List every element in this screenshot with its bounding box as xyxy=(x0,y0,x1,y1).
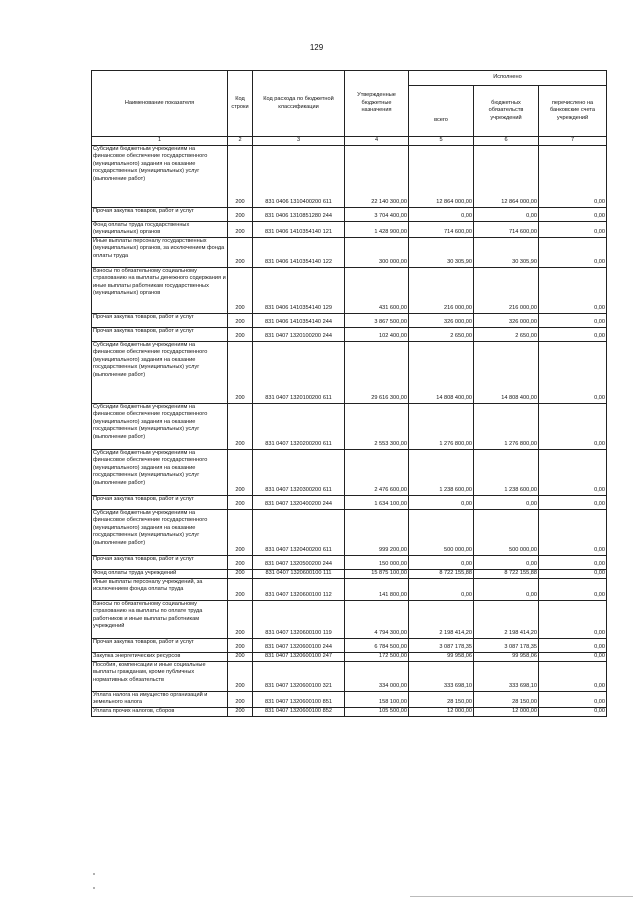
executed-total: 0,00 xyxy=(409,578,474,600)
row-code: 200 xyxy=(228,449,253,495)
indicator-name: Иные выплаты персоналу учреждений, за исключением фонда оплаты труда xyxy=(92,578,228,600)
executed-total: 1 238 600,00 xyxy=(409,449,474,495)
transferred-to-bank: 0,00 xyxy=(539,652,607,661)
header-name: Наименование показателя xyxy=(92,71,228,137)
indicator-name: Фонд оплаты труда государственных (муниципальных) органов xyxy=(92,221,228,237)
executed-total: 12 000,00 xyxy=(409,707,474,716)
transferred-to-bank: 0,00 xyxy=(539,691,607,707)
row-code: 200 xyxy=(228,207,253,221)
executed-obligations: 14 808 400,00 xyxy=(474,341,539,403)
indicator-name: Взносы по обязательному социальному страхованию на выплаты по оплате труда работников и иные выплаты работникам учреждений xyxy=(92,600,228,638)
row-code: 200 xyxy=(228,267,253,313)
executed-total: 333 698,10 xyxy=(409,661,474,691)
row-code: 200 xyxy=(228,600,253,638)
indicator-name: Взносы по обязательному социальному страхованию на выплаты денежного содержания и иные выплаты работникам государственных (муниципальных) органов xyxy=(92,267,228,313)
header-row-code: Код строки xyxy=(228,71,253,137)
transferred-to-bank: 0,00 xyxy=(539,237,607,267)
indicator-name: Прочая закупка товаров, работ и услуг xyxy=(92,207,228,221)
budget-classification-code: 831 0406 1410354140 121 xyxy=(253,221,345,237)
budget-classification-code: 831 0407 1320600100 852 xyxy=(253,707,345,716)
indicator-name: Субсидии бюджетным учреждениям на финансовое обеспечение государственного (муниципального) задания на оказание государственных (муниципальных) услуг (выполнение работ) xyxy=(92,403,228,449)
executed-total: 3 087 178,35 xyxy=(409,638,474,652)
approved-amount: 3 704 400,00 xyxy=(345,207,409,221)
indicator-name: Прочая закупка товаров, работ и услуг xyxy=(92,327,228,341)
indicator-name: Прочая закупка товаров, работ и услуг xyxy=(92,495,228,509)
row-code: 200 xyxy=(228,221,253,237)
budget-classification-code: 831 0407 1320300200 611 xyxy=(253,449,345,495)
approved-amount: 3 867 500,00 xyxy=(345,313,409,327)
budget-classification-code: 831 0407 1320500200 244 xyxy=(253,555,345,569)
row-code: 200 xyxy=(228,341,253,403)
executed-total: 1 276 800,00 xyxy=(409,403,474,449)
executed-obligations: 8 722 155,88 xyxy=(474,569,539,578)
executed-total: 8 722 155,88 xyxy=(409,569,474,578)
executed-obligations: 2 198 414,20 xyxy=(474,600,539,638)
approved-amount: 102 400,00 xyxy=(345,327,409,341)
transferred-to-bank: 0,00 xyxy=(539,267,607,313)
budget-classification-code: 831 0407 1320400200 611 xyxy=(253,509,345,555)
budget-classification-code: 831 0406 1410354140 129 xyxy=(253,267,345,313)
indicator-name: Иные выплаты персоналу государственных (муниципальных) органов, за исключением фонда оплаты труда xyxy=(92,237,228,267)
approved-amount: 15 875 100,00 xyxy=(345,569,409,578)
col-number: 3 xyxy=(253,137,345,146)
budget-classification-code: 831 0406 1310851280 244 xyxy=(253,207,345,221)
transferred-to-bank: 0,00 xyxy=(539,555,607,569)
executed-total: 2 198 414,20 xyxy=(409,600,474,638)
table-row xyxy=(92,207,607,221)
executed-total: 326 000,00 xyxy=(409,313,474,327)
budget-classification-code: 831 0406 1410354140 122 xyxy=(253,237,345,267)
table-row xyxy=(92,638,607,652)
table-row xyxy=(92,267,607,313)
executed-total: 30 305,90 xyxy=(409,237,474,267)
transferred-to-bank: 0,00 xyxy=(539,578,607,600)
header-kbk: Код расхода по бюджетной классификации xyxy=(253,71,345,137)
indicator-name: Фонд оплаты труда учреждений xyxy=(92,569,228,578)
row-code: 200 xyxy=(228,578,253,600)
page-number: 129 xyxy=(309,43,324,52)
col-number: 6 xyxy=(474,137,539,146)
table-row xyxy=(92,313,607,327)
budget-classification-code: 831 0407 1320600100 321 xyxy=(253,661,345,691)
approved-amount: 2 476 600,00 xyxy=(345,449,409,495)
transferred-to-bank: 0,00 xyxy=(539,509,607,555)
table-row xyxy=(92,221,607,237)
row-code: 200 xyxy=(228,313,253,327)
row-code: 200 xyxy=(228,327,253,341)
header-approved: Утвержденные бюджетные назначения xyxy=(345,71,409,137)
header-total: всего xyxy=(409,86,474,137)
transferred-to-bank: 0,00 xyxy=(539,495,607,509)
row-code: 200 xyxy=(228,495,253,509)
row-code: 200 xyxy=(228,652,253,661)
footer-rule xyxy=(410,896,633,897)
indicator-name: Прочая закупка товаров, работ и услуг xyxy=(92,313,228,327)
table-row xyxy=(92,403,607,449)
budget-classification-code: 831 0407 1320100200 244 xyxy=(253,327,345,341)
executed-obligations: 714 600,00 xyxy=(474,221,539,237)
approved-amount: 334 000,00 xyxy=(345,661,409,691)
row-code: 200 xyxy=(228,237,253,267)
indicator-name: Прочая закупка товаров, работ и услуг xyxy=(92,555,228,569)
indicator-name: Пособия, компенсации и иные социальные выплаты гражданам, кроме публичных нормативных обязательств xyxy=(92,661,228,691)
executed-obligations: 99 958,06 xyxy=(474,652,539,661)
header-obligations: бюджетных обязательств учреждений xyxy=(474,86,539,137)
scan-speck xyxy=(93,887,95,889)
approved-amount: 172 500,00 xyxy=(345,652,409,661)
col-number: 2 xyxy=(228,137,253,146)
transferred-to-bank: 0,00 xyxy=(539,207,607,221)
executed-obligations: 500 000,00 xyxy=(474,509,539,555)
executed-obligations: 326 000,00 xyxy=(474,313,539,327)
transferred-to-bank: 0,00 xyxy=(539,569,607,578)
budget-classification-code: 831 0407 1320200200 611 xyxy=(253,403,345,449)
table-row xyxy=(92,449,607,495)
transferred-to-bank: 0,00 xyxy=(539,327,607,341)
table-row xyxy=(92,652,607,661)
budget-classification-code: 831 0407 1320600100 244 xyxy=(253,638,345,652)
executed-obligations: 0,00 xyxy=(474,207,539,221)
executed-total: 28 150,00 xyxy=(409,691,474,707)
approved-amount: 999 200,00 xyxy=(345,509,409,555)
budget-classification-code: 831 0407 1320600100 112 xyxy=(253,578,345,600)
transferred-to-bank: 0,00 xyxy=(539,661,607,691)
table-row xyxy=(92,691,607,707)
col-number: 4 xyxy=(345,137,409,146)
table-row xyxy=(92,569,607,578)
executed-total: 2 650,00 xyxy=(409,327,474,341)
row-code: 200 xyxy=(228,403,253,449)
executed-total: 216 000,00 xyxy=(409,267,474,313)
row-code: 200 xyxy=(228,145,253,207)
budget-classification-code: 831 0407 1320600100 851 xyxy=(253,691,345,707)
scan-speck xyxy=(93,873,95,875)
transferred-to-bank: 0,00 xyxy=(539,145,607,207)
executed-obligations: 0,00 xyxy=(474,555,539,569)
executed-obligations: 30 305,90 xyxy=(474,237,539,267)
indicator-name: Субсидии бюджетным учреждениям на финансовое обеспечение государственного (муниципального) задания на оказание государственных (муниципальных) услуг (выполнение работ) xyxy=(92,145,228,207)
executed-total: 500 000,00 xyxy=(409,509,474,555)
transferred-to-bank: 0,00 xyxy=(539,313,607,327)
approved-amount: 141 800,00 xyxy=(345,578,409,600)
executed-obligations: 333 698,10 xyxy=(474,661,539,691)
executed-total: 12 864 000,00 xyxy=(409,145,474,207)
indicator-name: Субсидии бюджетным учреждениям на финансовое обеспечение государственного (муниципального) задания на оказание государственных (муниципальных) услуг (выполнение работ) xyxy=(92,509,228,555)
table-row xyxy=(92,578,607,600)
transferred-to-bank: 0,00 xyxy=(539,707,607,716)
transferred-to-bank: 0,00 xyxy=(539,221,607,237)
col-number: 1 xyxy=(92,137,228,146)
indicator-name: Уплата налога на имущество организаций и земельного налога xyxy=(92,691,228,707)
executed-total: 0,00 xyxy=(409,555,474,569)
approved-amount: 2 553 300,00 xyxy=(345,403,409,449)
budget-classification-code: 831 0407 1320100200 611 xyxy=(253,341,345,403)
executed-obligations: 1 238 600,00 xyxy=(474,449,539,495)
indicator-name: Уплата прочих налогов, сборов xyxy=(92,707,228,716)
table-row xyxy=(92,495,607,509)
table-row xyxy=(92,237,607,267)
table-row xyxy=(92,327,607,341)
approved-amount: 1 634 100,00 xyxy=(345,495,409,509)
executed-obligations: 12 864 000,00 xyxy=(474,145,539,207)
transferred-to-bank: 0,00 xyxy=(539,341,607,403)
row-code: 200 xyxy=(228,509,253,555)
executed-obligations: 216 000,00 xyxy=(474,267,539,313)
header-executed: Исполнено xyxy=(409,71,607,86)
approved-amount: 158 100,00 xyxy=(345,691,409,707)
col-number: 5 xyxy=(409,137,474,146)
budget-classification-code: 831 0406 1410354140 244 xyxy=(253,313,345,327)
approved-amount: 1 428 900,00 xyxy=(345,221,409,237)
table-row xyxy=(92,341,607,403)
approved-amount: 22 140 300,00 xyxy=(345,145,409,207)
budget-execution-table xyxy=(91,70,607,717)
row-code: 200 xyxy=(228,691,253,707)
executed-total: 0,00 xyxy=(409,495,474,509)
budget-classification-code: 831 0407 1320400200 244 xyxy=(253,495,345,509)
transferred-to-bank: 0,00 xyxy=(539,638,607,652)
row-code: 200 xyxy=(228,555,253,569)
executed-obligations: 0,00 xyxy=(474,495,539,509)
transferred-to-bank: 0,00 xyxy=(539,403,607,449)
budget-classification-code: 831 0407 1320600100 247 xyxy=(253,652,345,661)
executed-obligations: 0,00 xyxy=(474,578,539,600)
executed-obligations: 1 276 800,00 xyxy=(474,403,539,449)
col-number: 7 xyxy=(539,137,607,146)
header-transferred: перечислено на банковские счета учреждений xyxy=(539,86,607,137)
indicator-name: Закупка энергетических ресурсов xyxy=(92,652,228,661)
approved-amount: 6 784 500,00 xyxy=(345,638,409,652)
executed-total: 0,00 xyxy=(409,207,474,221)
executed-obligations: 12 000,00 xyxy=(474,707,539,716)
indicator-name: Субсидии бюджетным учреждениям на финансовое обеспечение государственного (муниципального) задания на оказание государственных (муниципальных) услуг (выполнение работ) xyxy=(92,341,228,403)
row-code: 200 xyxy=(228,661,253,691)
row-code: 200 xyxy=(228,569,253,578)
approved-amount: 431 600,00 xyxy=(345,267,409,313)
row-code: 200 xyxy=(228,638,253,652)
executed-total: 714 600,00 xyxy=(409,221,474,237)
table-row xyxy=(92,600,607,638)
indicator-name: Субсидии бюджетным учреждениям на финансовое обеспечение государственного (муниципального) задания на оказание государственных (муниципальных) услуг (выполнение работ) xyxy=(92,449,228,495)
table-row xyxy=(92,509,607,555)
approved-amount: 4 794 300,00 xyxy=(345,600,409,638)
table-row xyxy=(92,145,607,207)
indicator-name: Прочая закупка товаров, работ и услуг xyxy=(92,638,228,652)
transferred-to-bank: 0,00 xyxy=(539,449,607,495)
column-number-row xyxy=(92,137,607,146)
executed-obligations: 3 087 178,35 xyxy=(474,638,539,652)
executed-total: 14 808 400,00 xyxy=(409,341,474,403)
approved-amount: 105 500,00 xyxy=(345,707,409,716)
executed-obligations: 2 650,00 xyxy=(474,327,539,341)
budget-classification-code: 831 0407 1320600100 111 xyxy=(253,569,345,578)
approved-amount: 300 000,00 xyxy=(345,237,409,267)
executed-total: 99 958,06 xyxy=(409,652,474,661)
budget-classification-code: 831 0406 1310400200 611 xyxy=(253,145,345,207)
table-row xyxy=(92,707,607,716)
approved-amount: 150 000,00 xyxy=(345,555,409,569)
table-row xyxy=(92,555,607,569)
transferred-to-bank: 0,00 xyxy=(539,600,607,638)
executed-obligations: 28 150,00 xyxy=(474,691,539,707)
budget-classification-code: 831 0407 1320600100 119 xyxy=(253,600,345,638)
table-row xyxy=(92,661,607,691)
row-code: 200 xyxy=(228,707,253,716)
approved-amount: 29 616 300,00 xyxy=(345,341,409,403)
